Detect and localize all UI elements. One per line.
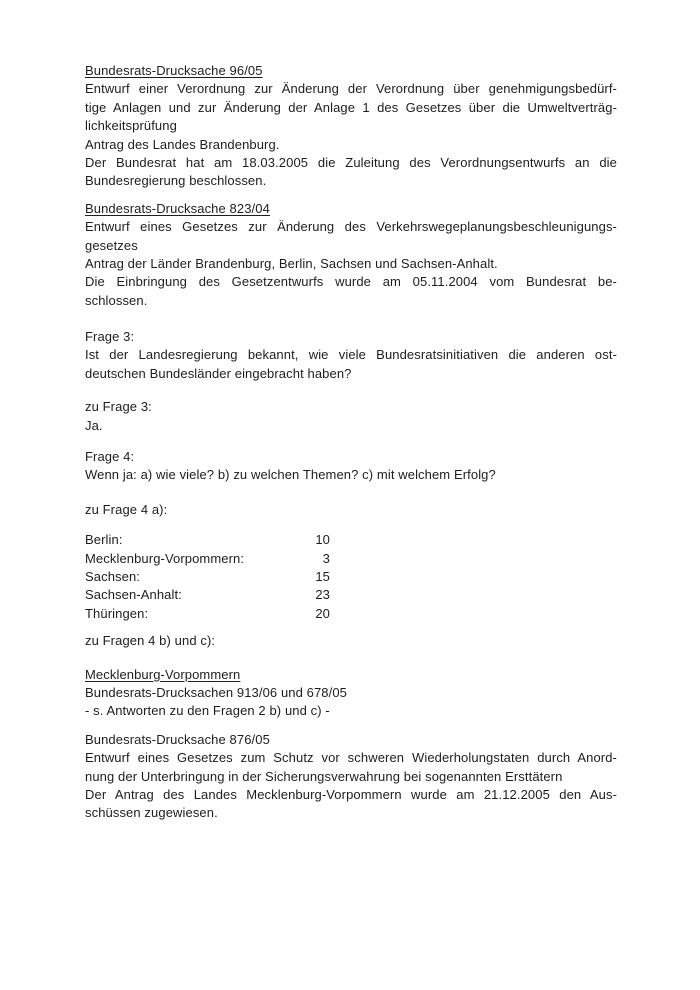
body-text-line: deutschen Bundesländer eingebracht haben? [85,365,352,381]
underlined-heading-line: Bundesrats-Drucksache 823/04 [85,200,270,216]
paragraph-gap [85,485,617,501]
paragraph-gap [85,651,617,666]
count-value: 20 [315,605,330,621]
body-text-line: Frage 3: [85,329,135,345]
initiative-count-row [85,568,617,586]
body-text-line: Antrag des Landes Brandenburg. [85,136,280,152]
body-text-line: Bundesregierung beschlossen. [85,173,267,189]
paragraph-gap [85,191,617,200]
body-text-line: Ist der Landesregierung bekannt, wie viele Bundesratsinitiativen die anderen ost- [85,347,617,363]
body-text-line: zu Frage 3: [85,399,152,415]
body-text-line: Der Bundesrat hat am 18.03.2005 die Zuleitung des Verordnungsentwurfs an die [85,154,617,170]
count-value: 10 [315,532,330,548]
body-text-line: Entwurf eines Gesetzes zum Schutz vor schweren Wiederholungstaten durch Anord- [85,750,617,766]
count-value: 3 [322,550,330,566]
paragraph-gap [85,310,617,328]
initiative-count-row [85,586,617,604]
body-text-line: zu Frage 4 a): [85,501,168,517]
body-text-line: schlossen. [85,292,148,308]
initiative-count-row [85,605,617,623]
paragraph-gap [85,435,617,448]
body-text-line: Bundesrats-Drucksache 876/05 [85,731,270,747]
body-text-line: - s. Antworten zu den Fragen 2 b) und c) - [85,703,330,719]
count-value: 23 [315,587,330,603]
count-value: 15 [315,568,330,584]
initiative-count-row [85,550,617,568]
body-text-line: schüssen zugewiesen. [85,805,218,821]
state-label: Thüringen: [85,605,149,621]
body-text-line: Entwurf eines Gesetzes zur Änderung des Verkehrswegeplanungsbeschleunigungs- [85,219,617,235]
paragraph-gap [85,383,617,398]
body-text-line: zu Fragen 4 b) und c): [85,633,216,649]
state-label: Sachsen: [85,568,141,584]
body-text-line: gesetzes [85,237,138,253]
body-text-line: Ja. [85,417,103,433]
body-text-line: Bundesrats-Drucksachen 913/06 und 678/05 [85,684,348,700]
body-text-line: Antrag der Länder Brandenburg, Berlin, Sachsen und Sachsen-Anhalt. [85,255,498,271]
body-text-line: Entwurf einer Verordnung zur Änderung der Verordnung über genehmigungsbedürf- [85,81,617,97]
body-text-line: Wenn ja: a) wie viele? b) zu welchen Themen? c) mit welchem Erfolg? [85,467,496,483]
underlined-heading-line: Mecklenburg-Vorpommern [85,666,241,682]
paragraph-gap [85,519,617,531]
body-text-line: nung der Unterbringung in der Sicherungsverwahrung bei sogenannten Ersttätern [85,768,563,784]
state-label: Berlin: [85,532,123,548]
paragraph-gap [85,721,617,731]
state-label: Mecklenburg-Vorpommern: [85,550,245,566]
body-text-line: lichkeitsprüfung [85,118,177,134]
body-text-line: Der Antrag des Landes Mecklenburg-Vorpommern wurde am 21.12.2005 den Aus- [85,786,617,802]
paragraph-gap [85,623,617,632]
underlined-heading-line: Bundesrats-Drucksache 96/05 [85,63,263,78]
body-text-line: tige Anlagen und zur Änderung der Anlage 1 des Gesetzes über die Umweltverträg- [85,99,617,115]
body-text-line: Die Einbringung des Gesetzentwurfs wurde am 05.11.2004 vom Bundesrat be- [85,274,617,290]
body-text-line: Frage 4: [85,449,135,465]
initiative-count-row [85,531,617,549]
state-label: Sachsen-Anhalt: [85,587,182,603]
